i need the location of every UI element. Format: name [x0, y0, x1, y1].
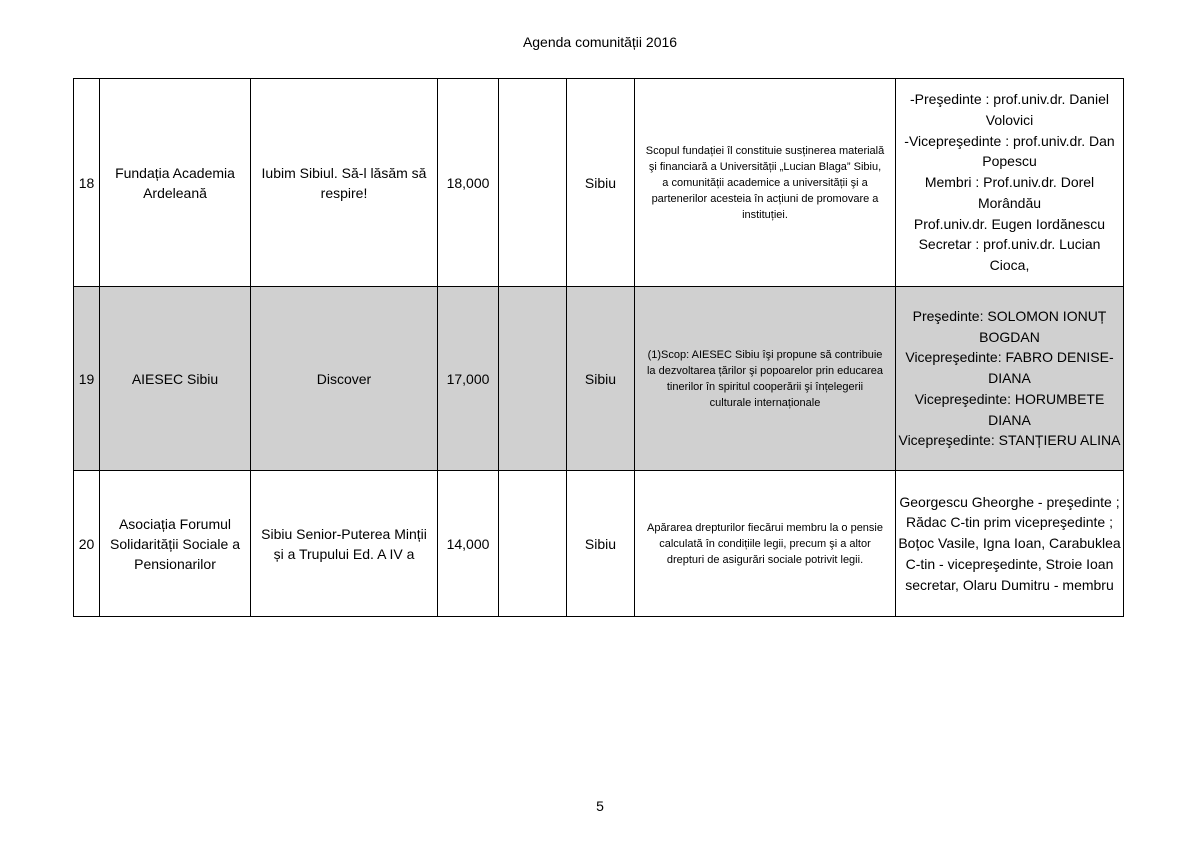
member-line: Vicepreşedinte: FABRO DENISE-DIANA	[905, 349, 1114, 387]
row-number: 20	[74, 471, 100, 617]
scope-cell	[635, 287, 896, 471]
scope-text: Scopul fundației îl constituie susținerea materială şi financiară a Universității „Lucian Blaga” Sibiu, a comunității academice a universității şi a partenerilor acesteia în acțiuni de promovare a instituției.	[645, 144, 885, 221]
scope-text: Apărarea drepturilor fiecărui membru la o pensie calculată în condițiile legii, precum şi a altor drepturi de asigurări sociale potrivit legii.	[646, 521, 883, 566]
members-cell	[896, 79, 1124, 287]
members-cell	[896, 287, 1124, 471]
table-row	[74, 287, 1124, 471]
amount-cell: 17,000	[438, 287, 499, 471]
organization-cell: AIESEC Sibiu	[100, 287, 251, 471]
organization-cell: Asociația Forumul Solidarității Sociale a Pensionarilor	[100, 471, 251, 617]
organization-cell: Fundația Academia Ardeleană	[100, 79, 251, 287]
project-cell: Discover	[251, 287, 438, 471]
empty-cell	[499, 471, 567, 617]
scope-text: (1)Scop: AIESEC Sibiu îşi propune să contribuie la dezvoltarea țărilor şi popoarelor prin educarea tinerilor în spiritul cooperării şi înțelegerii culturale internaționale	[646, 348, 884, 409]
empty-cell	[499, 79, 567, 287]
member-line: Prof.univ.dr. Eugen Iordănescu	[913, 215, 1106, 232]
member-line: Vicepreşedinte: STANȚIERU ALINA	[898, 432, 1121, 449]
member-line: Vicepreşedinte: HORUMBETE DIANA	[914, 390, 1105, 428]
table-row	[74, 471, 1124, 617]
member-line: Membri : Prof.univ.dr. Dorel Morândău	[924, 174, 1095, 211]
location-cell: Sibiu	[567, 287, 635, 471]
row-number: 18	[74, 79, 100, 287]
scope-cell	[635, 471, 896, 617]
row-number: 19	[74, 287, 100, 471]
member-line: Preşedinte: SOLOMON IONUȚ BOGDAN	[912, 307, 1107, 345]
scope-cell	[635, 79, 896, 287]
member-line: -Preşedinte : prof.univ.dr. Daniel Volovici	[910, 90, 1109, 128]
project-cell: Iubim Sibiul. Să-l lăsăm să respire!	[251, 79, 438, 287]
location-cell: Sibiu	[567, 471, 635, 617]
page-header-title: Agenda comunității 2016	[522, 34, 678, 50]
amount-cell: 14,000	[438, 471, 499, 617]
empty-cell	[499, 287, 567, 471]
page-number: 5	[596, 798, 604, 814]
member-line: -Vicepreşedinte : prof.univ.dr. Dan Popescu	[904, 132, 1115, 170]
member-line: Georgescu Gheorghe - preşedinte ; Rădac C-tin prim vicepreşedinte ; Boțoc Vasile, Igna Ioan, Carabuklea C-tin - vicepreşedinte, Stroie Ioan secretar, Olaru Dumitru - membru	[898, 493, 1121, 593]
amount-cell: 18,000	[438, 79, 499, 287]
table-row	[74, 79, 1124, 287]
members-cell	[896, 471, 1124, 617]
project-cell: Sibiu Senior-Puterea Minții și a Trupului Ed. A IV a	[251, 471, 438, 617]
organizations-table	[73, 78, 1124, 617]
location-cell: Sibiu	[567, 79, 635, 287]
member-line: Secretar : prof.univ.dr. Lucian Cioca,	[918, 236, 1101, 274]
